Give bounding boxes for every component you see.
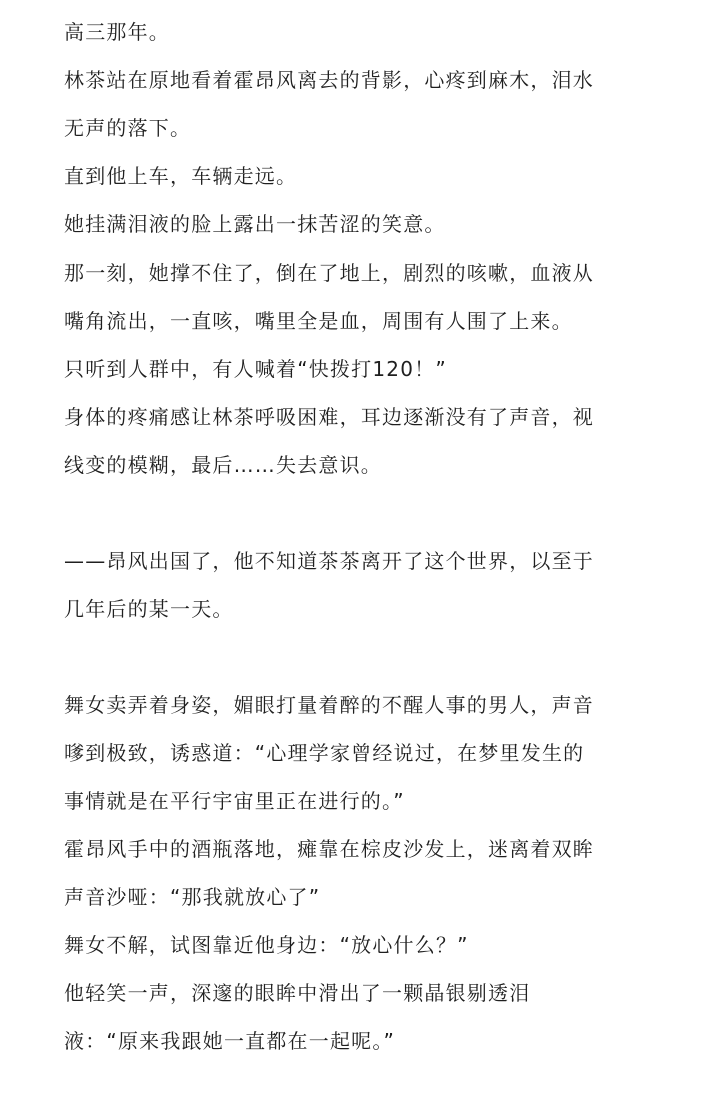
text-line: 身体的疼痛感让林茶呼吸困难，耳边逐渐没有了声音，视 (64, 405, 594, 429)
text-line: 线变的模糊，最后……失去意识。 (64, 453, 382, 477)
text-line: 液：“原来我跟她一直都在一起呢。” (64, 1029, 396, 1053)
text-line: 嘴角流出，一直咳，嘴里全是血，周围有人围了上来。 (64, 309, 573, 333)
text-line: 几年后的某一天。 (64, 597, 234, 621)
text-line: 高三那年。 (64, 20, 170, 44)
text-line: 霍昂风手中的酒瓶落地，瘫靠在棕皮沙发上，迷离着双眸 (64, 837, 594, 861)
text-line: 事情就是在平行宇宙里正在进行的。” (64, 789, 405, 813)
text-line: 只听到人群中，有人喊着“快拨打120！” (64, 357, 447, 381)
text-line: 舞女卖弄着身姿，媚眼打量着醉的不醒人事的男人，声音 (64, 693, 594, 717)
text-line: 直到他上车，车辆走远。 (64, 164, 298, 188)
text-line: 林茶站在原地看着霍昂风离去的背影，心疼到麻木，泪水 (64, 68, 594, 92)
text-line: 她挂满泪液的脸上露出一抹苦涩的笑意。 (64, 212, 446, 236)
text-line: 嗲到极致，诱惑道：“心理学家曾经说过，在梦里发生的 (64, 741, 585, 765)
text-line: 无声的落下。 (64, 116, 192, 140)
text-line: ——昂风出国了，他不知道茶茶离开了这个世界，以至于 (64, 549, 594, 573)
text-line: 声音沙哑：“那我就放心了” (64, 885, 321, 909)
text-line: 他轻笑一声，深邃的眼眸中滑出了一颗晶银剔透泪 (64, 981, 531, 1005)
text-line: 舞女不解，试图靠近他身边：“放心什么？” (64, 933, 469, 957)
text-line: 那一刻，她撑不住了，倒在了地上，剧烈的咳嗽，血液从 (64, 261, 594, 285)
